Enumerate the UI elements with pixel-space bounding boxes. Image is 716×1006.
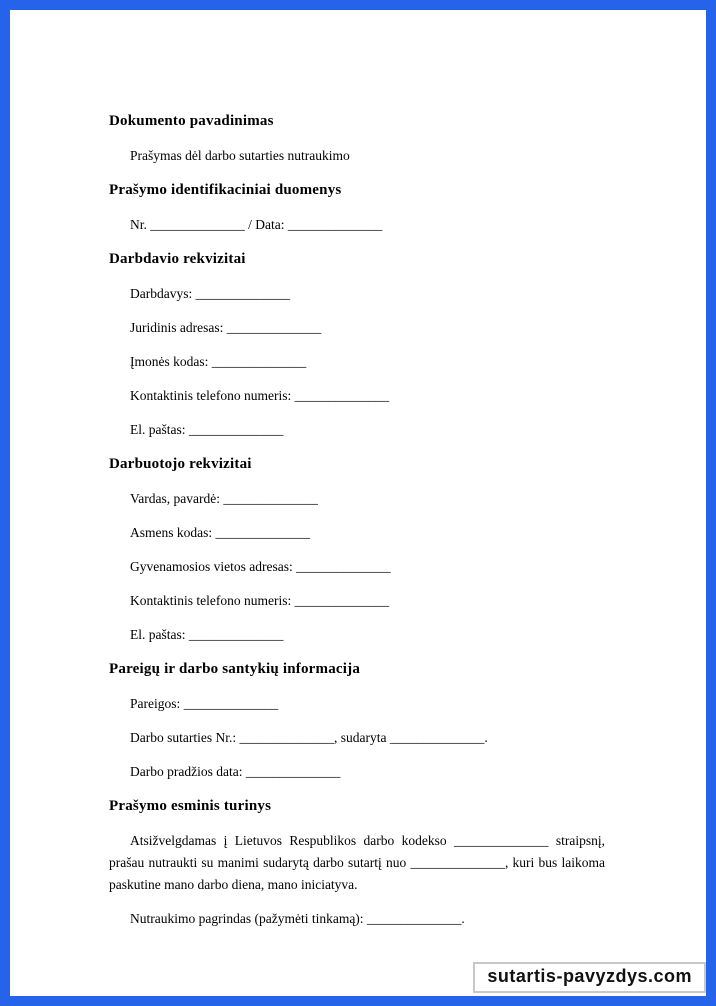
line-document-title: Prašymas dėl darbo sutarties nutraukimo: [130, 148, 350, 163]
paragraph-esminis-turinys: Atsižvelgdamas į Lietuvos Respublikos darbo kodekso ______________ straipsnį, prašau nutraukti su manimi sudarytą darbo sutartį nuo ______________, kuri bus laikoma paskutine mano darbo diena, mano iniciatyva.: [109, 833, 605, 892]
line-nr-data: Nr. ______________ / Data: ______________: [130, 217, 383, 232]
watermark-text: sutartis-pavyzdys.com: [487, 966, 692, 986]
line-darbdavio-kontaktinis-telefonas: Kontaktinis telefono numeris: ______________: [130, 388, 390, 403]
line-darbo-sutarties-nr: Darbo sutarties Nr.: ______________, sudaryta ______________.: [130, 730, 488, 745]
document-content: [10, 10, 706, 930]
watermark-link[interactable]: [473, 962, 706, 993]
line-vardas-pavarde: Vardas, pavardė: ______________: [130, 491, 318, 506]
line-nutraukimo-pagrindas: Nutraukimo pagrindas (pažymėti tinkamą): ______________.: [130, 911, 465, 926]
line-darbuotojo-el-pastas: El. paštas: ______________: [130, 627, 284, 642]
line-darbo-pradzios-data: Darbo pradžios data: ______________: [130, 764, 341, 779]
heading-dokumento-pavadinimas: Dokumento pavadinimas: [109, 113, 274, 129]
heading-darbdavio-rekvizitai: Darbdavio rekvizitai: [109, 251, 246, 267]
heading-prasymo-esminis-turinys: Prašymo esminis turinys: [109, 798, 272, 814]
line-asmens-kodas: Asmens kodas: ______________: [130, 525, 310, 540]
line-darbuotojo-kontaktinis-telefonas: Kontaktinis telefono numeris: ______________: [130, 593, 390, 608]
line-darbdavio-el-pastas: El. paštas: ______________: [130, 422, 284, 437]
line-darbdavys: Darbdavys: ______________: [130, 286, 291, 301]
heading-pareigu-ir-darbo-santykiu-informacija: Pareigų ir darbo santykių informacija: [109, 661, 361, 677]
line-imones-kodas: Įmonės kodas: ______________: [130, 354, 307, 369]
heading-prasymo-identifikaciniai-duomenys: Prašymo identifikaciniai duomenys: [109, 182, 342, 198]
line-juridinis-adresas: Juridinis adresas: ______________: [130, 320, 322, 335]
line-pareigos: Pareigos: ______________: [130, 696, 279, 711]
heading-darbuotojo-rekvizitai: Darbuotojo rekvizitai: [109, 456, 252, 472]
line-gyvenamosios-vietos-adresas: Gyvenamosios vietos adresas: ______________: [130, 559, 391, 574]
